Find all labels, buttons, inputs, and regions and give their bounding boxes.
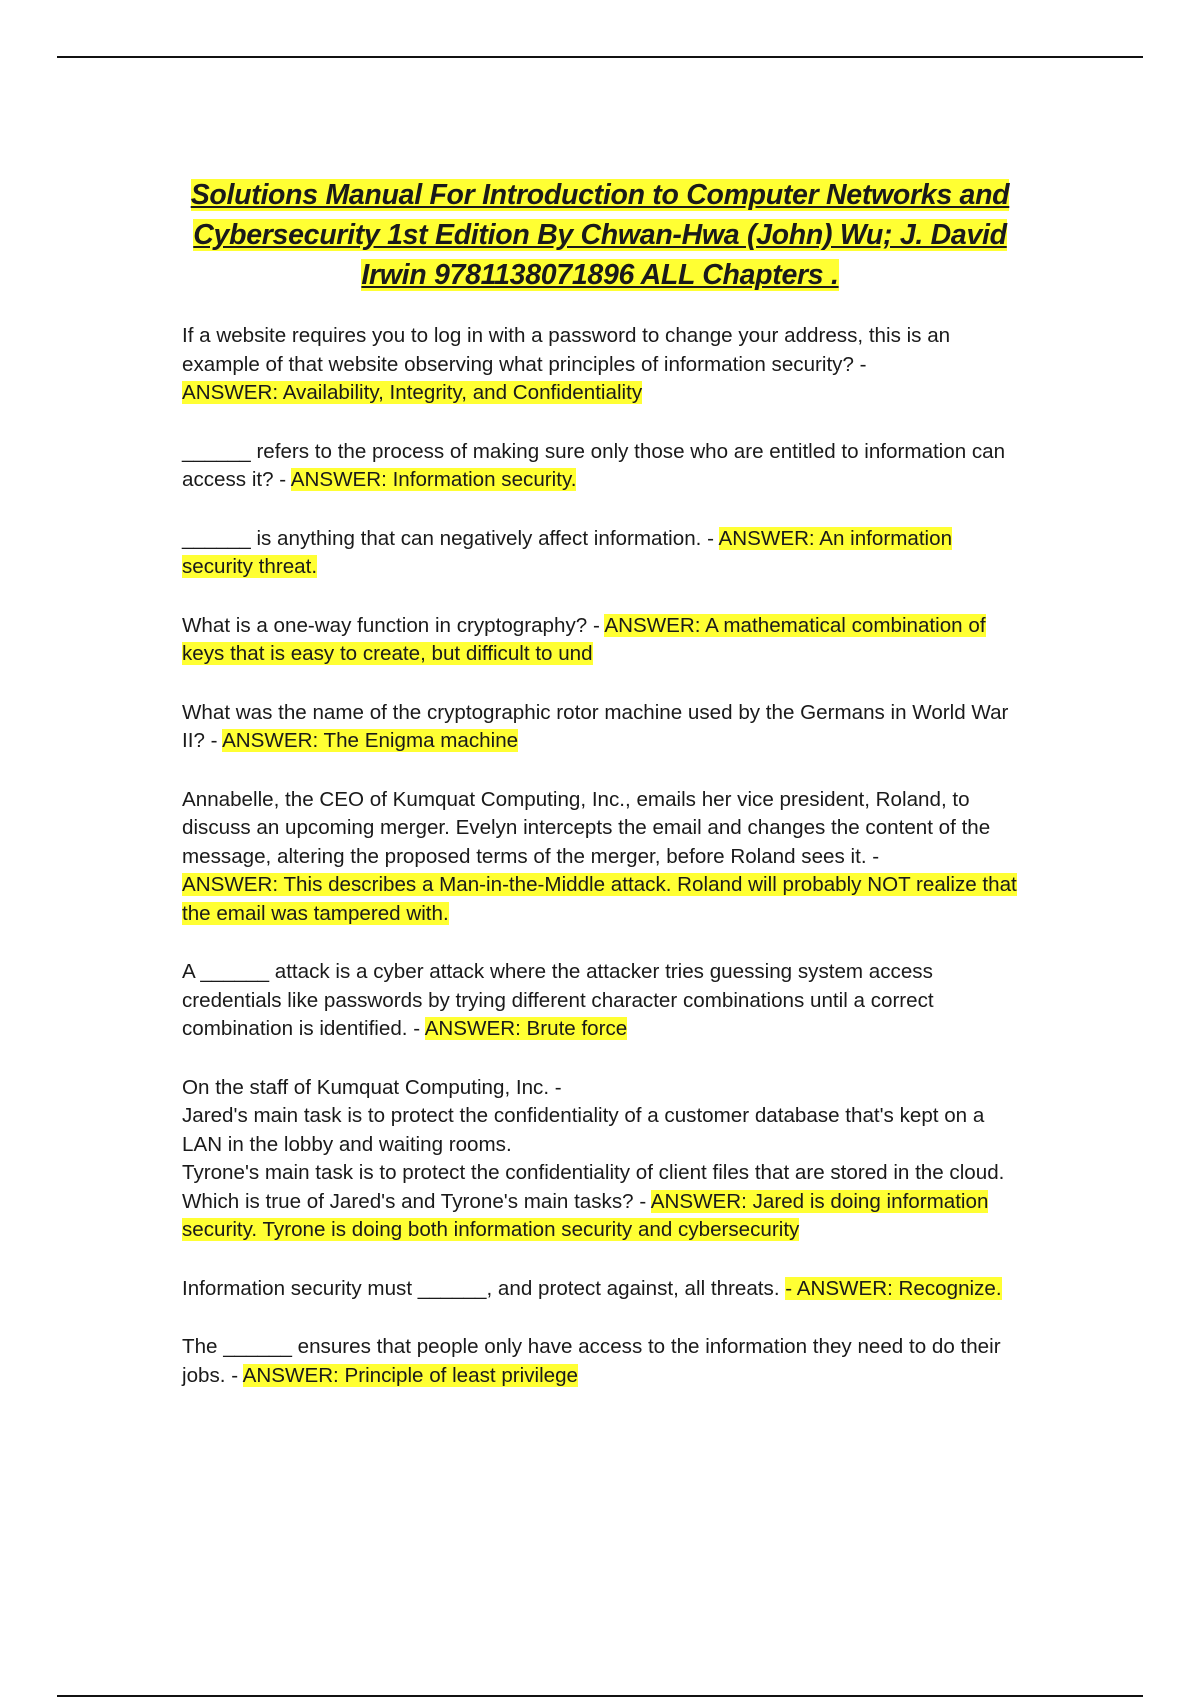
qa-item-6 [182, 786, 1018, 929]
qa-text [182, 438, 1018, 495]
qa-text [182, 612, 1018, 669]
scenario-line: Jared's main task is to protect the confidentiality of a customer database that's kept on a LAN in the lobby and waiting rooms. [182, 1104, 985, 1156]
qa-text [182, 322, 1018, 408]
answer-text: ANSWER: Brute force [424, 1017, 628, 1040]
qa-item-3 [182, 525, 1018, 582]
question-text: What was the name of the cryptographic rotor machine used by the Germans in World War II? - [182, 700, 1009, 752]
answer-text: ANSWER: A mathematical combination of keys that is easy to create, but difficult to und [182, 613, 986, 665]
question-text: If a website requires you to log in with a password to change your address, this is an example of that website observing what principles of information security? - [182, 324, 951, 376]
qa-item-2 [182, 438, 1018, 495]
answer-text: - ANSWER: Recognize. [785, 1276, 1002, 1300]
qa-text [182, 1333, 1018, 1390]
document-title-text: Solutions Manual For Introduction to Computer Networks and Cybersecurity 1st Edition By Chwan-Hwa (John) Wu; J. David Irwin 9781138071896 ALL Chapters . [190, 179, 1010, 291]
qa-text [182, 1275, 1018, 1304]
qa-item-8 [182, 1074, 1018, 1245]
answer-text: ANSWER: Availability, Integrity, and Confidentiality [182, 381, 643, 404]
answer-text: ANSWER: The Enigma machine [222, 729, 519, 752]
question-text: ______ is anything that can negatively affect information. - [182, 526, 719, 550]
qa-text [182, 525, 1018, 582]
qa-item-4 [182, 612, 1018, 669]
answer-text: ANSWER: This describes a Man-in-the-Middle attack. Roland will probably NOT realize that the email was tampered with. [182, 873, 1017, 925]
question-text: What is a one-way function in cryptography? - [182, 613, 605, 637]
answer-text: ANSWER: Jared is doing information security. Tyrone is doing both information security and cybersecurity [182, 1189, 989, 1241]
qa-list [182, 322, 1018, 1420]
qa-item-1 [182, 322, 1018, 408]
question-text: Which is true of Jared's and Tyrone's main tasks? - [182, 1189, 651, 1213]
answer-text: ANSWER: Information security. [290, 468, 577, 491]
question-text: Annabelle, the CEO of Kumquat Computing, Inc., emails her vice president, Roland, to discuss an upcoming merger. Evelyn intercepts the email and changes the content of the message, altering the proposed terms of the merger, before Roland sees it. - [182, 787, 991, 868]
question-text: The ______ ensures that people only have access to the information they need to do their jobs. - [182, 1335, 1001, 1387]
qa-text [182, 699, 1018, 756]
scenario-line: On the staff of Kumquat Computing, Inc. - [182, 1075, 562, 1099]
answer-text: ANSWER: An information security threat. [182, 526, 953, 578]
question-text: A ______ attack is a cyber attack where the attacker tries guessing system access credentials like passwords by trying different character combinations until a correct combination is identified. - [182, 960, 934, 1040]
question-text: ______ refers to the process of making sure only those who are entitled to information can access it? - [182, 439, 1006, 491]
header-rule [57, 56, 1143, 58]
document-title [180, 175, 1020, 295]
qa-item-5 [182, 699, 1018, 756]
answer-text: ANSWER: Principle of least privilege [242, 1363, 579, 1387]
qa-text [182, 1188, 1018, 1245]
qa-text [182, 958, 1018, 1044]
scenario-line: Tyrone's main task is to protect the confidentiality of client files that are stored in the cloud. [182, 1161, 1005, 1184]
footer-rule [57, 1695, 1143, 1697]
qa-item-9 [182, 1275, 1018, 1304]
qa-item-7 [182, 958, 1018, 1044]
qa-text [182, 786, 1018, 929]
question-text: Information security must ______, and protect against, all threats. [182, 1276, 786, 1300]
qa-item-10 [182, 1333, 1018, 1390]
